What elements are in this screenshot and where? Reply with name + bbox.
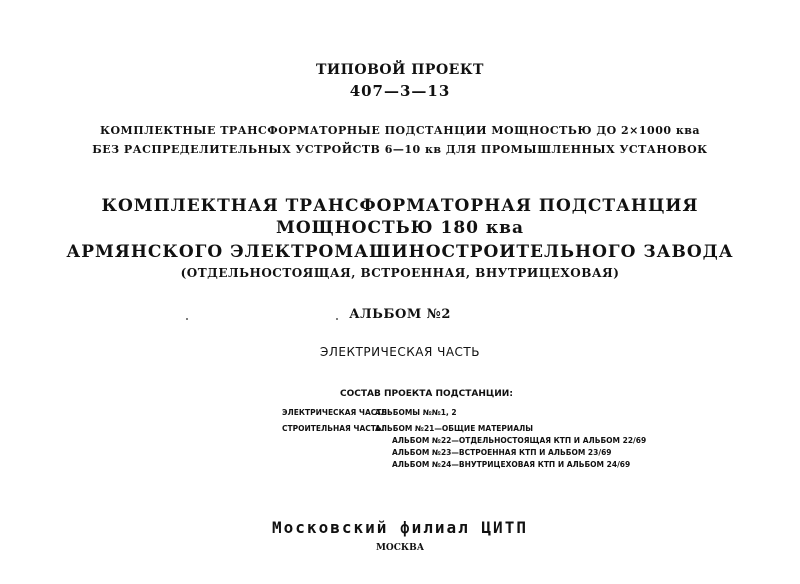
- electrical-part-label: ЭЛЕКТРИЧЕСКАЯ ЧАСТЬ:: [282, 408, 391, 417]
- electrical-part-value: АЛЬБОМЫ №№1, 2: [375, 408, 457, 417]
- title-line-1: КОМПЛЕКТНАЯ ТРАНСФОРМАТОРНАЯ ПОДСТАНЦИЯ: [101, 196, 699, 216]
- subtitle-line-1: КОМПЛЕКТНЫЕ ТРАНСФОРМАТОРНЫЕ ПОДСТАНЦИИ МОЩНОСТЬЮ ДО 2×1000 ква: [99, 124, 701, 137]
- composition-title: СОСТАВ ПРОЕКТА ПОДСТАНЦИИ:: [340, 389, 513, 399]
- building-part-item: АЛЬБОМ №21—ОБЩИЕ МАТЕРИАЛЫ: [375, 424, 534, 433]
- publisher: Московский филиал ЦИТП: [272, 518, 528, 537]
- building-part-item: АЛЬБОМ №23—ВСТРОЕННАЯ КТП И АЛЬБОМ 23/69: [392, 448, 612, 457]
- title-line-4: (ОТДЕЛЬНОСТОЯЩАЯ, ВСТРОЕННАЯ, ВНУТРИЦЕХОВАЯ): [180, 266, 620, 280]
- project-number: 407—3—13: [349, 82, 451, 100]
- scan-speck: [336, 318, 338, 320]
- building-part-item: АЛЬБОМ №24—ВНУТРИЦЕХОВАЯ КТП И АЛЬБОМ 24/69: [392, 460, 631, 469]
- album-number: АЛЬБОМ №2: [349, 307, 451, 322]
- title-line-2: МОЩНОСТЬЮ 180 ква: [276, 218, 524, 238]
- title-line-3: АРМЯНСКОГО ЭЛЕКТРОМАШИНОСТРОИТЕЛЬНОГО ЗАВОДА: [66, 242, 734, 262]
- building-part-label: СТРОИТЕЛЬНАЯ ЧАСТЬ:: [282, 424, 385, 433]
- subtitle-line-2: БЕЗ РАСПРЕДЕЛИТЕЛЬНЫХ УСТРОЙСТВ 6—10 кв ДЛЯ ПРОМЫШЛЕННЫХ УСТАНОВОК: [92, 143, 708, 156]
- project-type: ТИПОВОЙ ПРОЕКТ: [316, 62, 484, 78]
- building-part-item: АЛЬБОМ №22—ОТДЕЛЬНОСТОЯЩАЯ КТП И АЛЬБОМ 22/69: [392, 436, 647, 445]
- city: МОСКВА: [375, 543, 425, 553]
- scan-speck: [186, 318, 188, 320]
- part-title: ЭЛЕКТРИЧЕСКАЯ ЧАСТЬ: [320, 345, 480, 359]
